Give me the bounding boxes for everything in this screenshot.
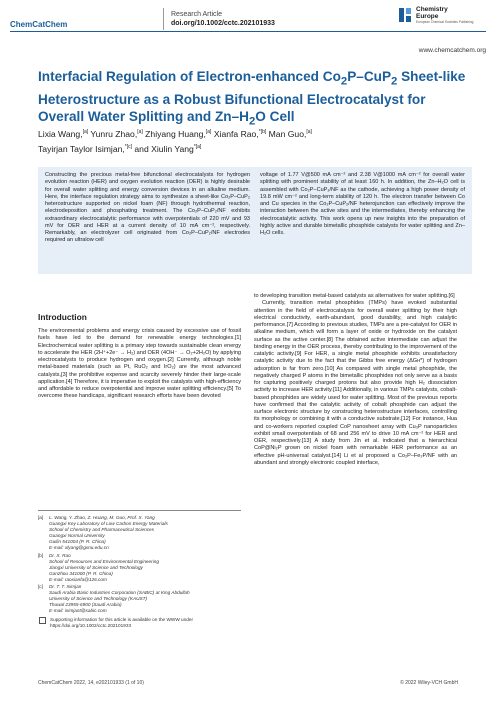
affiliation-text: Dr. X. Rao School of Resources and Environmental Engineering Jiangxi University of Science and Technology Ganzhou 341000 (P. R. China) E-mail: raoxianfa@126.com <box>49 552 159 582</box>
title-subscript: 2 <box>248 115 256 128</box>
affiliation-rule <box>38 510 241 511</box>
affiliation-text: L. Wang, Y. Zhao, Z. Huang, M. Guo, Prof. X. Yang Guangxi Key Laboratory of Low Carbon Energy Materials School of Chemistry and Pharmaceutical Sciences Guangxi Normal University Guilin 541004 (P. R. China) E-mail: xlyang@gxnu.edu.cn <box>49 515 168 551</box>
abstract-left-column: Constructing the precious metal-free bifunctional electrocatalysts for hydrogen evolution reaction (HER) and oxygen evolution reaction (OER) is highly desirable for overall water splitting and energy conversion devices in an alkaline medium. Here, the interface regulation strategy aims to synthesize a sheet-like Co₂P–CuP₂ heterostructure supported on nickel foam (NF) through hydrothermal reaction, electrodeposition and phosphating treatment. The Co₂P–CuP₂/NF exhibits extraordinary electrocatalytic performance with overpotentials of 220 mV and 93 mV for OER and HER at a current density of 10 mA cm⁻², respectively. Remarkably, an electrolyzer cell originated from Co₂P–CuP₂/NF electrodes required an ultralow cell <box>45 172 250 244</box>
affiliations <box>38 510 241 629</box>
intro-paragraph-1: The environmental problems and energy crisis caused by excessive use of fossil fuels have led to the demand for renewable energy technologies.[1] Electrochemical water splitting is a primary step towards sustainable clean energy to accelerate the HER (2H⁺+2e⁻ → H₂) and OER (4OH⁻ → O₂+2H₂O) by applying electrocatalysts to produce hydrogen and oxygen.[2] Currently, although noble metal-based materials (such as Pt, RuO₂ and IrO₂) are the most advanced catalysts,[3] the prohibitive expense and scarcity severely hinder their large-scale application.[4] Therefore, it is imperative to exploit the catalysts with high-efficiency and affordable to reduce overpotential and improve water splitting efficiency.[5] To overcome these handicaps, significant research efforts have been devoted <box>38 328 241 400</box>
journal-website[interactable]: www.chemcatchem.org <box>418 47 486 54</box>
author-list <box>38 126 468 156</box>
author: Yunru Zhao,[a] <box>90 128 143 139</box>
abstract-right-column: voltage of 1.77 V@500 mA cm⁻² and 2.38 V@1000 mA cm⁻² for overall water splitting with prominent stability of at least 160 h. In addition, the Zn–H₂O cell is assembled with Co₂P–CuP₂/NF as the cathode, achieving a high power density of 19.8 mW cm⁻² and long-term stability of 120 h. The electron transfer between Co and Cu species in the Co₂P–CuP₂/NF heterojunction can effectively improve the interaction between the active sites and the intermediates, thereby enhancing the electrocatalytic activity. This work opens up new insights into the preparation of highly active and durable bimetallic phosphide catalysts for water splitting and Zn–H₂O cells. <box>260 172 465 236</box>
logo-name: Chemistry Europe <box>416 6 448 20</box>
author: and Xiulin Yang$^{*[a]}$ <box>134 143 202 154</box>
author: Xianfa Rao,$^{*[b]}$ <box>213 128 267 139</box>
document-icon <box>39 617 46 624</box>
supporting-information <box>38 617 241 629</box>
title-subscript: 2 <box>340 75 348 88</box>
affiliation-tag: [c] <box>38 584 43 590</box>
abstract-box <box>38 167 472 274</box>
author: Tayirjan Taylor Isimjan,$^{*[c]}$ <box>38 143 132 154</box>
affiliation-b <box>38 553 241 583</box>
footer-citation: ChemCatChem 2022, 14, e202101933 (1 of 10) <box>38 680 144 686</box>
journal-name: ChemCatChem <box>10 20 68 29</box>
chemistry-europe-logo <box>398 5 486 29</box>
title-part: Sheet-like Heterostructure as a Robust Bifunctional Electrocatalyst for Overall Water Splitting and Zn–H <box>38 69 466 124</box>
author: Zhiyang Huang,[a] <box>145 128 212 139</box>
title-part: Interfacial Regulation of Electron-enhanced Co <box>38 69 341 84</box>
supporting-information-text[interactable]: Supporting information for this article is available on the WWW under https://doi.org/10.1002/cctc.202101933 <box>50 616 194 628</box>
affiliation-tag: [a] <box>38 515 44 520</box>
header-rule <box>10 31 486 32</box>
page-header <box>0 0 496 40</box>
affiliation-text: Dr. T. T. Isimjan Saudi Arabia Basic Industries Corporation (SABIC) at King Abdullah University of Science and Technology (KAUST) Thuwal 23955-6900 (Saudi Arabia) E-mail: isimjant@sabic.com <box>49 584 190 614</box>
intro-paragraph-2: Currently, transition metal phosphides (TMPs) have evoked substantial attention in the field of electrocatalysis for overall water splitting by their high electrical conductivity, earth-abundant, good durability, and high catalytic performance.[7] According to previous studies, TMPs are a pre-catalyst for OER in alkaline medium, which will form a layer of oxide or hydroxide on the catalyst surface as the active center.[8] The obtained active intermediate can adjust the binding energy in the OER process, thereby contributing to the improvement of the catalytic activity.[9] For HER, a single metal phosphide exhibits unsatisfactory catalytic activity due to the fact that the Gibbs free energy (ΔGʜ*) of hydrogen adsorption is far from zero.[10] As compared with single metal phosphide, the negatively charged P atoms in the bimetallic phosphides not only serve as a basis for capturing positively charged protons but also provide high H₂ dissociation activity to increase HER activity.[11] Additionally, in various TMPs catalysts, cobalt-based phosphides are widely used for water splitting. Most of the previous reports have confirmed that the catalytic activity of cobalt phosphide can adjust the surface electronic structure by constructing heterostructure interfaces, controlling its morphology or combining it with a conductive substrate.[12] For instance, Hua and co-workers reported coupled CoP nanosheet array with Cu₃P nanoparticles exhibit small overpotentials of 68 and 256 mV to drive 10 mA cm⁻² for HER and OER, respectively.[13] A study from Jin et al. indicated that a hierarchical CoP@Ni₂P grown on nickel foam with remarkable HER performance as an effective pH-universal catalyst.[14] Li et al proposed a Co₂P–Fe₂P/NF with an abundant and strongly electronic coupled interface, <box>254 300 457 466</box>
title-subscript: 2 <box>391 75 398 88</box>
affiliation-tag: [b] <box>38 552 44 558</box>
author: Lixia Wang,[a] <box>38 128 89 139</box>
article-doi[interactable]: doi.org/10.1002/cctc.202101933 <box>171 20 275 27</box>
title-part: P–CuP <box>347 69 392 84</box>
footer-copyright: © 2022 Wiley-VCH GmbH <box>400 680 458 686</box>
article-type: Research Article <box>171 11 222 18</box>
affiliation-a <box>38 515 241 552</box>
header-separator <box>163 8 164 30</box>
title-part: O Cell <box>255 108 295 124</box>
section-heading-introduction: Introduction <box>38 312 87 322</box>
author: Man Guo,[a] <box>268 128 312 139</box>
article-title <box>38 68 468 130</box>
left-column <box>38 300 241 401</box>
chemistry-europe-logo-icon <box>398 7 412 23</box>
affiliation-c <box>38 584 241 614</box>
intro-paragraph-1-continued: to developing transition metal-based catalysts as alternatives for water splitting.[6] <box>254 293 455 299</box>
logo-subtitle: European Chemical Societies Publishing <box>416 20 474 24</box>
right-column <box>254 293 457 467</box>
